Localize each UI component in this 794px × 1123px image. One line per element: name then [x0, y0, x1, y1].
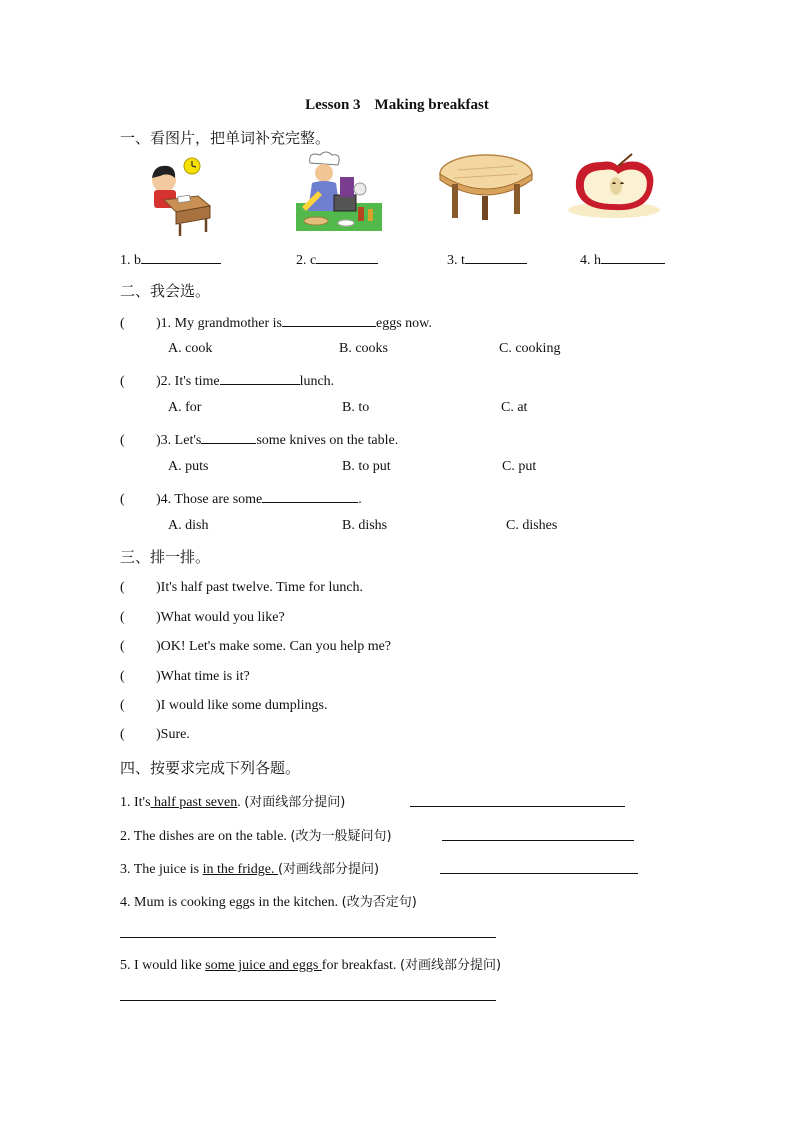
chef-cooking-icon [296, 151, 382, 231]
page-title [0, 97, 794, 114]
s2-question-4: ( )4. Those are some . [120, 488, 362, 508]
s4-q5-answer-line[interactable] [120, 1000, 496, 1001]
s4-q2-answer-line[interactable] [442, 840, 634, 841]
s3-line-6: ( )Sure. [120, 727, 190, 742]
s3-line-3: ( )OK! Let's make some. Can you help me? [120, 639, 392, 654]
s3-line-4: ( )What time is it? [120, 669, 250, 684]
s1-item-1: 1. b [120, 249, 221, 269]
answer-paren[interactable]: ( [120, 492, 125, 507]
answer-paren[interactable]: ( [120, 374, 125, 389]
answer-blank[interactable] [601, 249, 665, 264]
s2-q2-option-c: C. at [501, 400, 528, 415]
answer-blank[interactable] [141, 249, 221, 264]
s2-q4-option-b: B. dishs [342, 518, 388, 533]
section-2-heading: 二、我会选。 [120, 282, 211, 300]
s3-line-1: ( )It's half past twelve. Time for lunch. [120, 580, 364, 595]
order-paren[interactable]: ( [120, 727, 125, 742]
s2-question-3: ( )3. Let's some knives on the table. [120, 429, 398, 449]
s1-item-2: 2. c [296, 249, 378, 269]
section-3-heading: 三、排一排。 [120, 548, 211, 566]
s2-q4-option-c: C. dishes [506, 518, 558, 533]
half-apple-icon [566, 152, 660, 220]
s4-q3-answer-line[interactable] [440, 873, 638, 874]
order-paren[interactable]: ( [120, 669, 125, 684]
answer-blank[interactable] [316, 249, 378, 264]
s2-q4-option-a: A. dish [168, 518, 209, 533]
answer-paren[interactable]: ( [120, 316, 125, 331]
answer-blank[interactable] [465, 249, 527, 264]
section-4-heading: 四、按要求完成下列各题。 [120, 759, 301, 777]
section-1-heading: 一、看图片，把单词补充完整。 [120, 129, 331, 147]
s4-question-2: 2. The dishes are on the table. (改为一般疑问句) [120, 829, 392, 844]
s2-q1-option-b: B. cooks [339, 341, 388, 356]
answer-paren[interactable]: ( [120, 433, 125, 448]
s2-q1-option-c: C. cooking [499, 341, 561, 356]
s2-q2-option-b: B. to [342, 400, 370, 415]
s4-question-4: 4. Mum is cooking eggs in the kitchen. (改为否定句) [120, 895, 417, 910]
s4-question-3: 3. The juice is in the fridge. (对画线部分提问) [120, 862, 380, 877]
order-paren[interactable]: ( [120, 610, 125, 625]
order-paren[interactable]: ( [120, 698, 125, 713]
order-paren[interactable]: ( [120, 580, 125, 595]
round-table-icon [438, 154, 534, 222]
s3-line-2: ( )What would you like? [120, 610, 285, 625]
s2-question-2: ( )2. It's time lunch. [120, 370, 334, 390]
answer-blank[interactable] [262, 488, 358, 503]
s3-line-5: ( )I would like some dumplings. [120, 698, 328, 713]
answer-blank[interactable] [201, 429, 256, 444]
s1-item-3: 3. t [447, 249, 527, 269]
order-paren[interactable]: ( [120, 639, 125, 654]
boy-at-desk-clock-icon [146, 156, 216, 238]
s4-q1-answer-line[interactable] [410, 806, 625, 807]
s4-question-5: 5. I would like some juice and eggs for breakfast. (对画线部分提问) [120, 958, 502, 973]
s1-item-4: 4. h [580, 249, 665, 269]
s2-q3-option-c: C. put [502, 459, 537, 474]
s2-q3-option-a: A. puts [168, 459, 209, 474]
s2-q1-option-a: A. cook [168, 341, 213, 356]
lesson-topic: Making breakfast [374, 97, 489, 113]
s2-q3-option-b: B. to put [342, 459, 391, 474]
s4-question-1: 1. It's half past seven. (对面线部分提问) [120, 795, 346, 810]
lesson-number: Lesson 3 [305, 97, 361, 113]
answer-blank[interactable] [282, 312, 376, 327]
s2-question-1: ( )1. My grandmother is eggs now. [120, 312, 432, 332]
answer-blank[interactable] [220, 370, 300, 385]
s2-q2-option-a: A. for [168, 400, 202, 415]
s4-q4-answer-line[interactable] [120, 937, 496, 938]
